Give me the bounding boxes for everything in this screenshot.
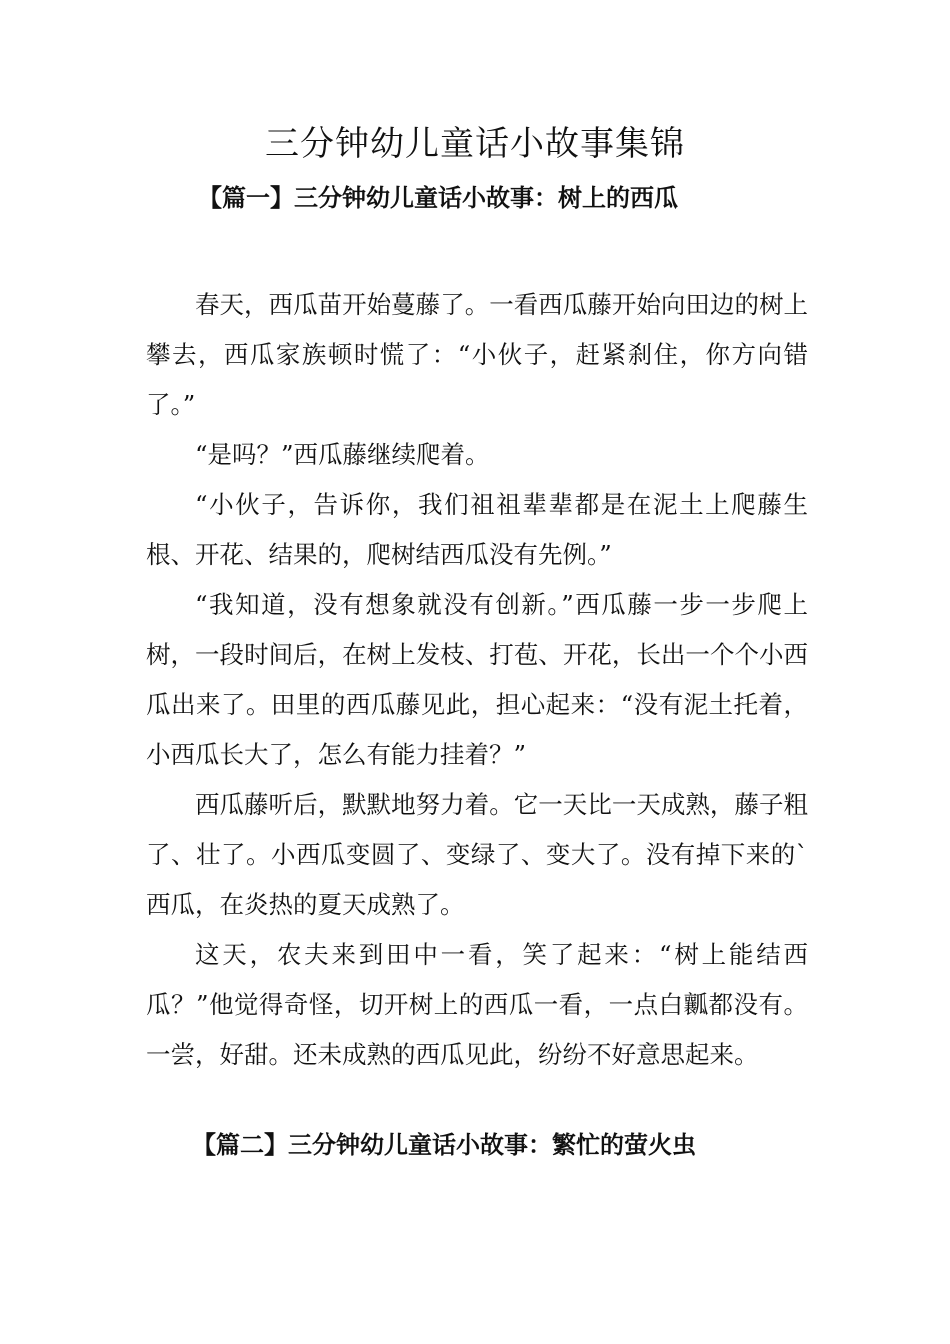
paragraph: 这天，农夫来到田中一看，笑了起来：“树上能结西瓜？”他觉得奇怪，切开树上的西瓜一看，一点白瓤都没有。一尝，好甜。还未成熟的西瓜见此，纷纷不好意思起来。 xyxy=(146,940,808,1069)
paragraph: “小伙子，告诉你，我们祖祖辈辈都是在泥土上爬藤生根、开花、结果的，爬树结西瓜没有先例。” xyxy=(146,490,808,569)
paragraph: “是吗？”西瓜藤继续爬着。 xyxy=(195,440,490,469)
paragraph: 春天，西瓜苗开始蔓藤了。一看西瓜藤开始向田边的树上攀去，西瓜家族顿时慌了：“小伙子，赶紧刹住，你方向错了。” xyxy=(146,290,808,419)
section-heading-2: 【篇二】三分钟幼儿童话小故事：繁忙的萤火虫 xyxy=(192,1130,696,1159)
section-heading-1: 【篇一】三分钟幼儿童话小故事：树上的西瓜 xyxy=(198,183,678,212)
paragraph: 西瓜藤听后，默默地努力着。它一天比一天成熟，藤子粗了、壮了。小西瓜变圆了、变绿了、变大了。没有掉下来的`西瓜，在炎热的夏天成熟了。 xyxy=(146,790,808,919)
document-title: 三分钟幼儿童话小故事集锦 xyxy=(265,124,685,164)
paragraph: “我知道，没有想象就没有创新。”西瓜藤一步一步爬上树，一段时间后，在树上发枝、打苞、开花，长出一个个小西瓜出来了。田里的西瓜藤见此，担心起来：“没有泥土托着，小西瓜长大了，怎么有能力挂着？” xyxy=(146,590,808,769)
story-body xyxy=(146,280,808,1080)
